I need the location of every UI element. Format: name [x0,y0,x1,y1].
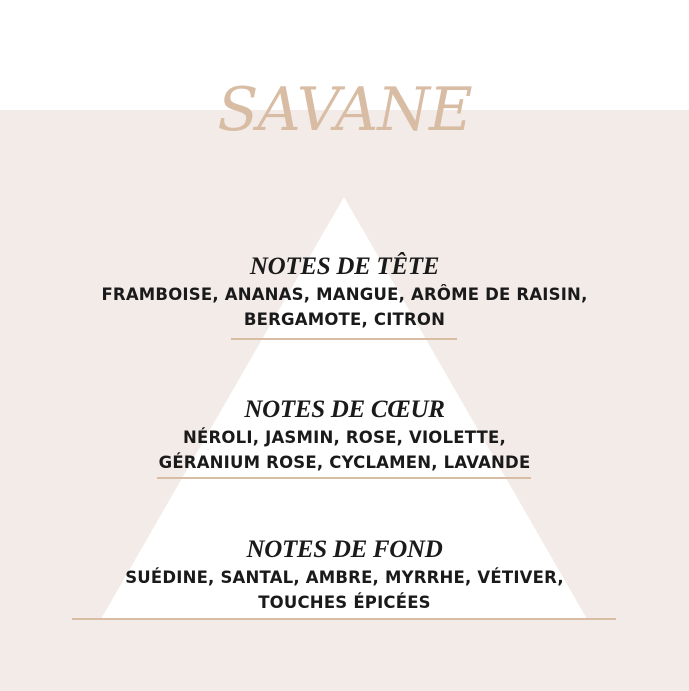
tier-notes-line: NÉROLI, JASMIN, ROSE, VIOLETTE, [183,428,506,447]
tier-top-notes [0,252,689,332]
tier-heading: NOTES DE FOND [246,536,443,563]
tier-notes-line: FRAMBOISE, ANANAS, MANGUE, ARÔME DE RAISIN, [101,285,588,304]
tier-base-notes [0,535,689,615]
tier-heading: NOTES DE CŒUR [244,396,445,423]
tier-notes-line: TOUCHES ÉPICÉES [258,593,431,612]
tier-notes-line: SUÉDINE, SANTAL, AMBRE, MYRRHE, VÉTIVER, [125,568,564,587]
tier-heart-notes [0,395,689,475]
tier-heading: NOTES DE TÊTE [249,253,440,280]
tier-notes-line: GÉRANIUM ROSE, CYCLAMEN, LAVANDE [158,453,531,472]
page-title: SAVANE [217,75,472,145]
tier-notes-line: BERGAMOTE, CITRON [243,310,446,329]
